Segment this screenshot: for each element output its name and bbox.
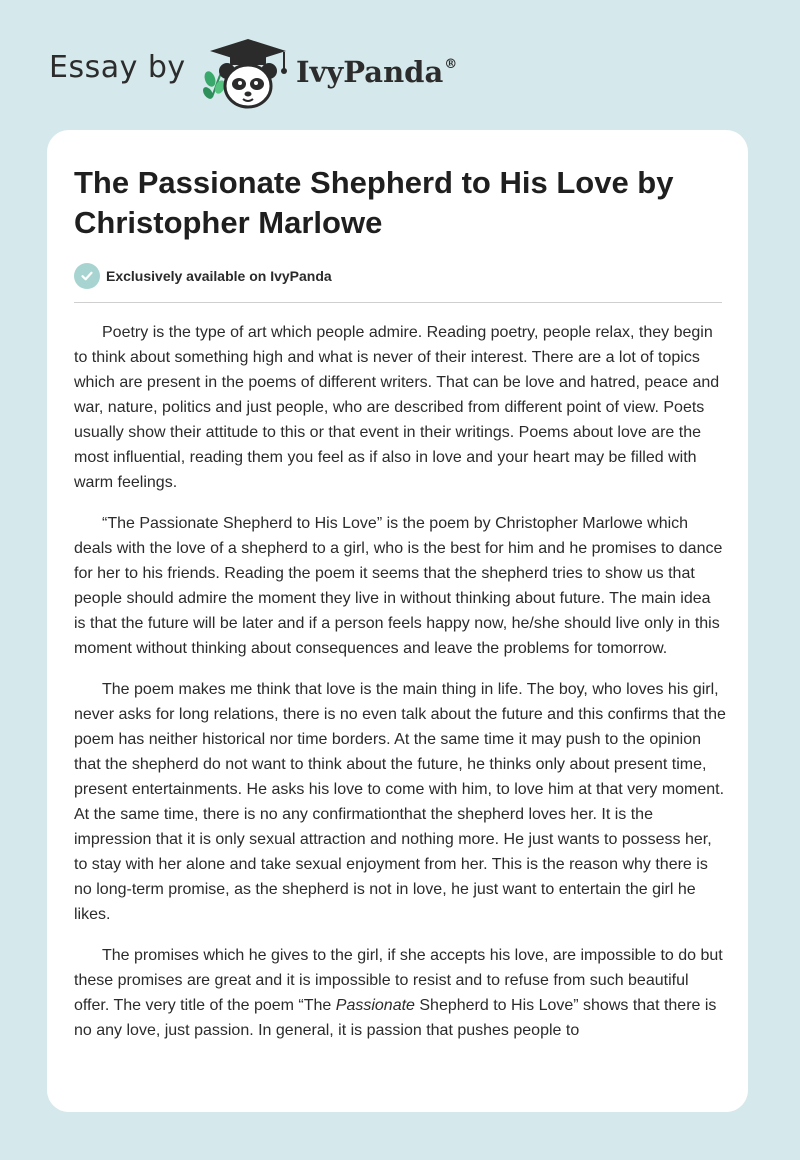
essay-body	[74, 320, 726, 1059]
paragraph-3: The poem makes me think that love is the main thing in life. The boy, who loves his girl, never asks for long relations, there is no even talk about the future and this confirms that the poem has neither historical nor time borders. At the same time it may push to the opinion that the shepherd do not want to think about the future, he thinks only about present time, present entertainments. He asks his love to come with him, to love him at that very moment. At the same time, there is no any confirmationthat the shepherd loves her. It is the impression that it is only sexual attraction and nothing more. He just wants to possess her, to stay with her alone and take sexual enjoyment from her. This is the reason why there is no long-term promise, as the shepherd is not in love, he just want to entertain the girl he likes.	[74, 681, 726, 923]
brand-name[interactable]: IvyPanda®	[296, 55, 458, 89]
essay-title: The Passionate Shepherd to His Love by Christopher Marlowe	[74, 165, 674, 240]
content-fade	[47, 1072, 748, 1112]
paragraph-4: The promises which he gives to the girl, if she accepts his love, are impossible to do but these promises are great and it is impossible to resist and to refuse from such beautiful offer. The very title of the poem “The Passionate Shepherd to His Love” shows that there is no any love, just passion. In general, it is passion that pushes people to	[74, 947, 723, 1039]
paragraph-1: Poetry is the type of art which people admire. Reading poetry, people relax, they begin to think about something high and what is never of their interest. There are a lot of topics which are present in the poems of different writers. That can be love and hatred, peace and war, nature, politics and just people, who are described from different point of view. Poets usually show their attitude to this or that event in their writings. Poems about love are the most influential, reading them you feel as if also in love and your heart may be filled with warm feelings.	[74, 324, 720, 491]
check-circle-icon	[74, 263, 100, 289]
panda-graduate-icon[interactable]	[200, 35, 292, 110]
divider	[74, 302, 722, 303]
emphasis-passionate: Passionate	[335, 997, 415, 1014]
brand-prefix: Essay by	[49, 50, 186, 85]
site-header	[0, 0, 800, 125]
essay-card	[47, 130, 748, 1112]
paragraph-2: “The Passionate Shepherd to His Love” is the poem by Christopher Marlowe which deals with the love of a shepherd to a girl, who is the best for him and he promises to dance for her to his friends. Reading the poem it seems that the shepherd tries to show us that people should admire the moment they live in without thinking about future. The main idea is that the future will be later and if a person feels happy now, he/she should live only in this moment without thinking about consequences and leave the problems for tomorrow.	[74, 515, 723, 657]
exclusive-badge	[74, 263, 332, 289]
badge-text: Exclusively available on IvyPanda	[106, 268, 332, 284]
registered-mark: ®	[444, 57, 458, 72]
